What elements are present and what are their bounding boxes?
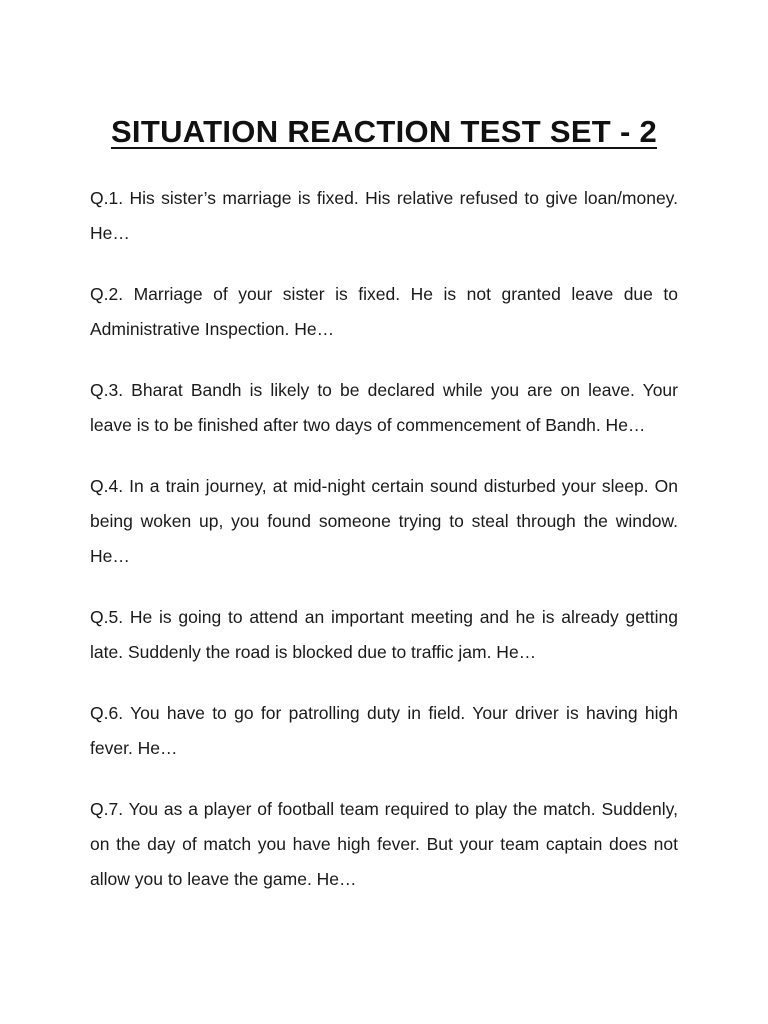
question-4: Q.4. In a train journey, at mid-night certain sound disturbed your sleep. On being woken up, you found someone trying to steal through the window. He…	[90, 476, 678, 566]
question-5: Q.5. He is going to attend an important meeting and he is already getting late. Suddenly the road is blocked due to traffic jam. He…	[90, 607, 678, 662]
question-1: Q.1. His sister’s marriage is fixed. His relative refused to give loan/money. He…	[90, 188, 678, 243]
question-list	[90, 181, 678, 923]
question-2: Q.2. Marriage of your sister is fixed. He is not granted leave due to Administrative Inspection. He…	[90, 284, 678, 339]
question-3: Q.3. Bharat Bandh is likely to be declared while you are on leave. Your leave is to be finished after two days of commencement of Bandh. He…	[90, 380, 678, 435]
question-7: Q.7. You as a player of football team required to play the match. Suddenly, on the day of match you have high fever. But your team captain does not allow you to leave the game. He…	[90, 799, 678, 889]
page-title: SITUATION REACTION TEST SET - 2	[110, 114, 658, 149]
question-6: Q.6. You have to go for patrolling duty in field. Your driver is having high fever. He…	[90, 703, 678, 758]
